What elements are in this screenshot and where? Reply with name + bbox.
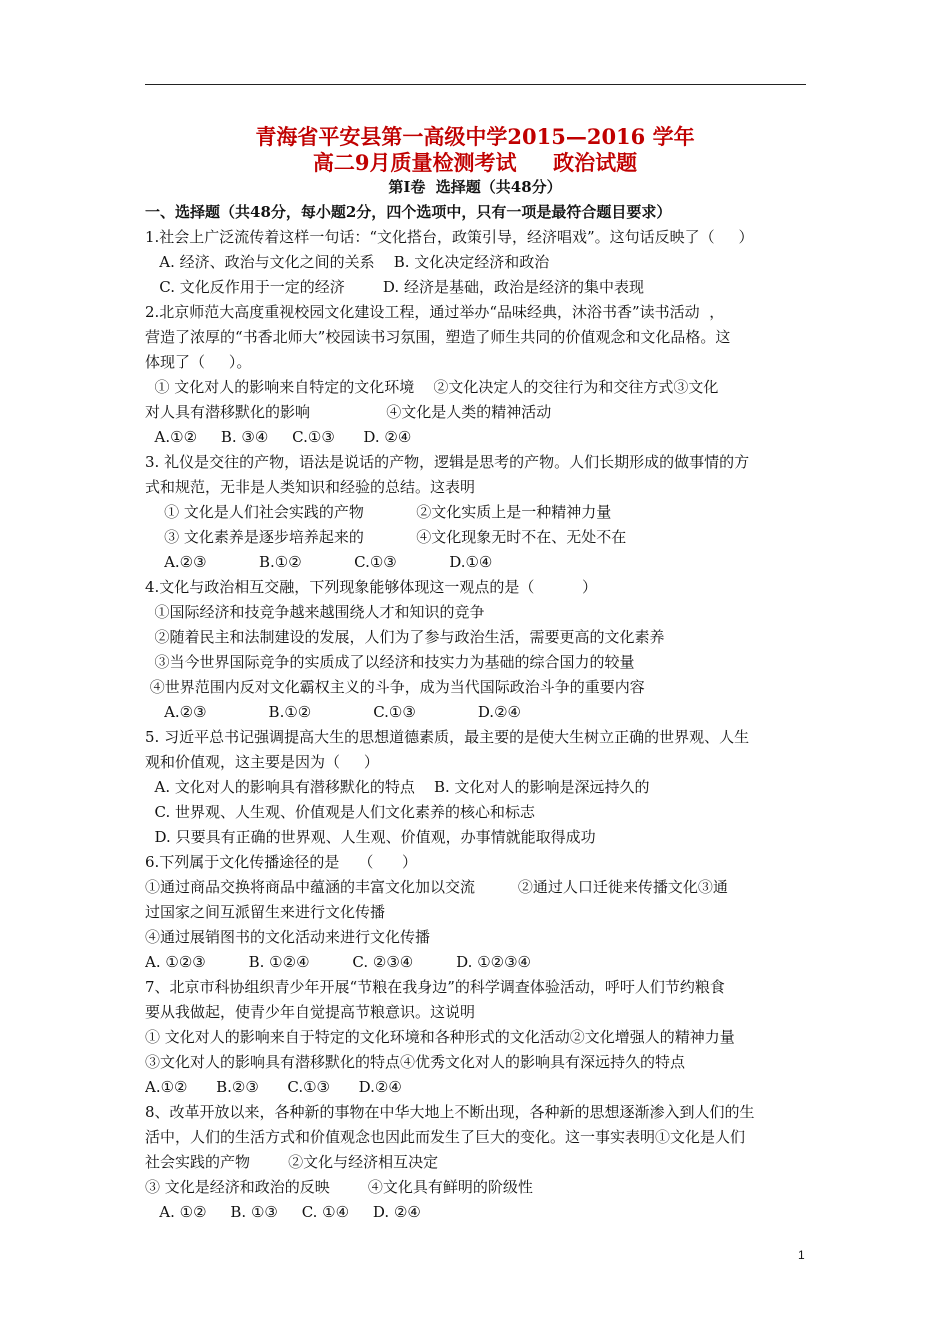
section-heading: 第Ⅰ卷 选择题（共48分） (388, 178, 562, 196)
text-line: ③文化对人的影响具有潜移默化的特点④优秀文化对人的影响具有深远持久的特点 (145, 1053, 686, 1071)
instructions-line: 一、选择题（共48分，每小题2分，四个选项中，只有一项是最符合题目要求） (145, 203, 672, 221)
text-line: 式和规范，无非是人类知识和经验的总结。这表明 (145, 478, 476, 496)
text-line: 观和价值观，这主要是因为（ ） (145, 753, 379, 771)
text-line: 要从我做起，使青少年自觉提高节粮意识。这说明 (145, 1003, 476, 1021)
text-line: ④世界范围内反对文化霸权主义的斗争，成为当代国际政治斗争的重要内容 (145, 678, 645, 696)
page-number: 1 (798, 1248, 805, 1262)
text-line: 活中，人们的生活方式和价值观念也因此而发生了巨大的变化。这一事实表明①文化是人们 (145, 1128, 746, 1146)
text-line: C. 文化反作用于一定的经济 D. 经济是基础，政治是经济的集中表现 (145, 278, 644, 296)
text-line: 6.下列属于文化传播途径的是 （ ） (145, 853, 417, 871)
text-line: A. ①② B. ①③ C. ①④ D. ②④ (145, 1203, 421, 1221)
text-line: ① 文化是人们社会实践的产物 ②文化实质上是一种精神力量 (145, 503, 612, 521)
text-line: 4.文化与政治相互交融，下列现象能够体现这一观点的是（ ） (145, 578, 597, 596)
text-line: ④通过展销图书的文化活动来进行文化传播 (145, 928, 431, 946)
text-line: ③当今世界国际竞争的实质成了以经济和技实力为基础的综合国力的较量 (145, 653, 635, 671)
text-line: A. 经济、政治与文化之间的关系 B. 文化决定经济和政治 (145, 253, 550, 271)
text-line: 社会实践的产物 ②文化与经济相互决定 (145, 1153, 439, 1171)
header-rule (145, 84, 806, 85)
text-line: A.②③ B.①② C.①③ D.①④ (145, 553, 493, 571)
text-line: ③ 文化是经济和政治的反映 ④文化具有鲜明的阶级性 (145, 1178, 533, 1196)
text-line: 体现了（ ）。 (145, 353, 252, 371)
text-line: 对人具有潜移默化的影响 ④文化是人类的精神活动 (145, 403, 552, 421)
text-line: A.②③ B.①② C.①③ D.②④ (145, 703, 521, 721)
text-line: ① 文化对人的影响来自特定的文化环境 ②文化决定人的交往行为和交往方式③文化 (145, 378, 719, 396)
text-line: 2.北京师范大高度重视校园文化建设工程，通过举办“品味经典，沐浴书香”读书活动 ， (145, 303, 725, 321)
text-line: 3. 礼仪是交往的产物，语法是说话的产物，逻辑是思考的产物。人们长期形成的做事情的方 (145, 453, 750, 471)
text-line: 1.社会上广泛流传着这样一句话：“文化搭台，政策引导，经济唱戏”。这句话反映了（ ） (145, 228, 754, 246)
text-line: ①国际经济和技竞争越来越围绕人才和知识的竞争 (145, 603, 485, 621)
text-line: C. 世界观、人生观、价值观是人们文化素养的核心和标志 (145, 803, 536, 821)
text-line: D. 只要具有正确的世界观、人生观、价值观，办事情就能取得成功 (145, 828, 596, 846)
text-line: A. 文化对人的影响具有潜移默化的特点 B. 文化对人的影响是深远持久的 (145, 778, 650, 796)
text-line: A.①② B.②③ C.①③ D.②④ (145, 1078, 402, 1096)
text-line: 5. 习近平总书记强调提高大生的思想道德素质，最主要的是使大生树立正确的世界观、人生 (145, 728, 750, 746)
text-line: ①通过商品交换将商品中蕴涵的丰富文化加以交流 ②通过人口迁徙来传播文化③通 (145, 878, 728, 896)
text-line: ③ 文化素养是逐步培养起来的 ④文化现象无时不在、无处不在 (145, 528, 627, 546)
question-body (145, 200, 810, 1225)
text-line: A. ①②③ B. ①②④ C. ②③④ D. ①②③④ (145, 953, 531, 971)
exam-title-line2: 高二9月质量检测考试 政治试题 (312, 150, 638, 175)
text-line: ②随着民主和法制建设的发展，人们为了参与政治生活，需要更高的文化素养 (145, 628, 665, 646)
text-line: 8、改革开放以来，各种新的事物在中华大地上不断出现，各种新的思想逐渐渗入到人们的生 (145, 1103, 755, 1121)
text-line: 过国家之间互派留生来进行文化传播 (145, 903, 386, 921)
text-line: ① 文化对人的影响来自于特定的文化环境和各种形式的文化活动②文化增强人的精神力量 (145, 1028, 735, 1046)
text-line: A.①② B. ③④ C.①③ D. ②④ (145, 428, 412, 446)
exam-title-line1: 青海省平安县第一高级中学2015—2016 学年 (255, 124, 695, 149)
text-line: 7、北京市科协组织青少年开展“节粮在我身边”的科学调查体验活动，呼吁人们节约粮食 (145, 978, 725, 996)
text-line: 营造了浓厚的“书香北师大”校园读书习氛围，塑造了师生共同的价值观念和文化品格。这 (145, 328, 731, 346)
